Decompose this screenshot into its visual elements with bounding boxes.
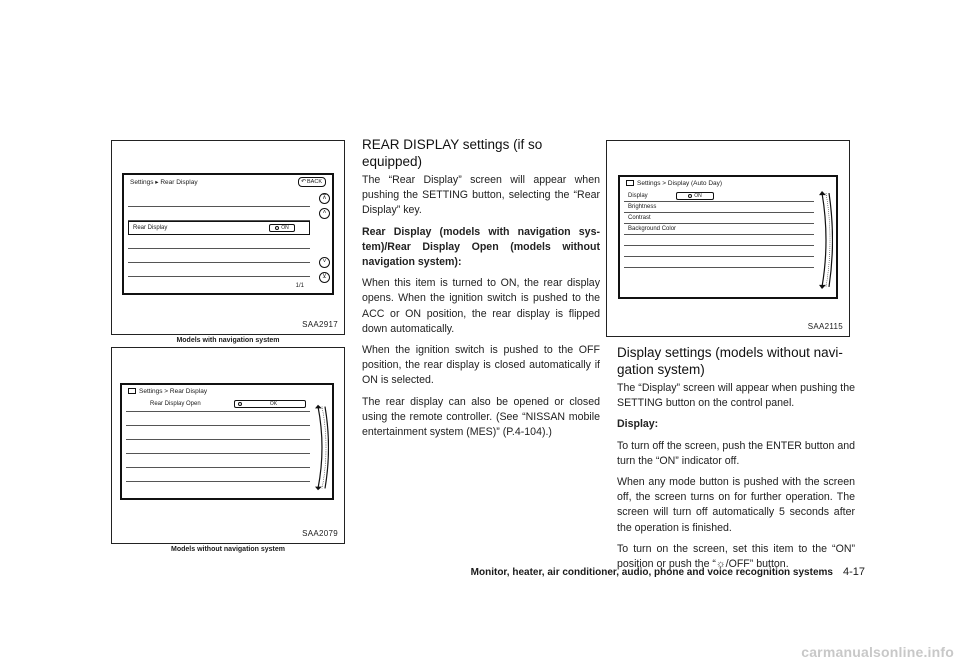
watermark: carmanualsonline.info	[801, 644, 954, 660]
menu-row-label: Rear Display Open	[150, 401, 201, 407]
figure-rear-display-nav	[111, 140, 345, 335]
scroll-down-icon: ˅	[319, 257, 330, 268]
menu-row-rear-display-open	[126, 398, 310, 412]
indicator-dot-icon	[238, 402, 242, 406]
menu-row-rear-display	[128, 221, 310, 235]
section-rear-display	[362, 136, 600, 446]
menu-row-label: Rear Display	[133, 225, 168, 231]
paragraph: The “Display” screen will appear when pushing the SETTING button on the control panel.	[617, 382, 855, 410]
menu-row	[128, 193, 310, 207]
back-arrow-icon: ↶	[300, 179, 307, 185]
paragraph: When any mode button is pushed with the screen off, the screen turns on for further operation. The screen will turn off automatically 5 seconds after the operation is finished.	[617, 476, 855, 534]
page-indicator: 1/1	[295, 283, 304, 289]
menu-row-label: Brightness	[628, 204, 657, 210]
screen-title-text: Settings > Rear Display	[139, 388, 208, 395]
figure-caption: Models with navigation system	[176, 337, 280, 344]
figure-caption: Models without navigation system	[171, 546, 285, 553]
scroll-top-icon: ⊼	[319, 193, 330, 204]
menu-row-label: Background Color	[628, 226, 677, 232]
scroll-scale-icon	[819, 189, 833, 291]
menu-row-brightness	[624, 202, 814, 213]
menu-row	[128, 263, 310, 277]
menu-row-display	[624, 191, 814, 202]
screen-title-text: Settings > Display (Auto Day)	[637, 180, 723, 187]
on-indicator	[676, 192, 714, 200]
paragraph: The rear display can also be opened or closed using the remote controller. (See “NISSAN mobile entertainment system (MES)” (P.4-104).)	[362, 395, 600, 439]
paragraph: When this item is turned to ON, the rear display opens. When the ignition switch is pushed to the ACC or ON position, the rear display is flipped down automatically.	[362, 277, 600, 335]
screen-mockup	[120, 383, 334, 500]
menu-rows	[128, 193, 310, 277]
menu-row	[128, 207, 310, 221]
paragraph-text: OFF” button.	[728, 558, 789, 571]
menu-row	[624, 246, 814, 257]
settings-icon	[626, 180, 634, 186]
figure-code: SAA2115	[807, 322, 843, 331]
on-indicator	[269, 224, 295, 232]
section-display-settings	[617, 344, 855, 578]
menu-rows	[126, 398, 310, 482]
menu-row-contrast	[624, 213, 814, 224]
menu-row	[128, 249, 310, 263]
menu-row	[126, 454, 310, 468]
indicator-dot-icon	[275, 226, 279, 230]
screen-title	[128, 388, 207, 395]
ok-indicator	[234, 400, 306, 408]
section-title: REAR DISPLAY settings (if so equipped)	[362, 137, 543, 169]
paragraph-text: To turn on the screen, set this item to the “ON” position or push the “	[617, 542, 855, 571]
indicator-label: OK	[269, 401, 278, 407]
subheading: Display:	[617, 418, 659, 431]
brightness-off-icon: ☼/	[715, 558, 729, 571]
scroll-up-icon: ˄	[319, 208, 330, 219]
menu-row	[624, 257, 814, 268]
menu-row	[126, 426, 310, 440]
screen-mockup	[122, 173, 334, 295]
menu-row	[126, 440, 310, 454]
menu-row-label: Display	[628, 193, 648, 199]
scroll-scale-icon	[315, 403, 329, 492]
settings-icon	[128, 388, 136, 394]
paragraph: When the ignition switch is pushed to the OFF position, the rear display is closed automatically if ON is selected.	[362, 344, 600, 387]
menu-rows	[624, 191, 814, 268]
screen-mockup	[618, 175, 838, 299]
paragraph: To turn off the screen, push the ENTER button and turn the “ON” indicator off.	[617, 439, 855, 467]
menu-row	[126, 412, 310, 426]
menu-row-label: Contrast	[628, 215, 651, 221]
back-button	[298, 177, 326, 187]
figure-code: SAA2917	[302, 320, 338, 329]
menu-row	[126, 468, 310, 482]
page-footer	[471, 566, 865, 578]
indicator-label: ON	[694, 193, 702, 199]
back-label: BACK	[307, 179, 322, 185]
screen-title: Settings ▸ Rear Display	[130, 179, 198, 186]
menu-row	[624, 235, 814, 246]
screen-title	[626, 180, 722, 187]
page-number: 4-17	[842, 566, 865, 578]
menu-row-background-color	[624, 224, 814, 235]
figure-code: SAA2079	[302, 529, 338, 538]
menu-row	[128, 235, 310, 249]
figure-rear-display-nonav	[111, 347, 345, 544]
subheading: Rear Display (models with navigation sys-tem)/Rear Display Open (models without navigation system):	[362, 225, 600, 269]
figure-display-settings	[606, 140, 850, 337]
scroll-bottom-icon: ⊻	[319, 272, 330, 283]
indicator-dot-icon	[688, 194, 692, 198]
indicator-label: ON	[281, 225, 289, 231]
paragraph: The “Rear Display” screen will appear when pushing the SETTING button, selecting the “Rear Display” key.	[362, 174, 600, 217]
section-title: Display settings (models without navi-gation system)	[617, 345, 843, 377]
chapter-title: Monitor, heater, air conditioner, audio, phone and voice recognition systems	[470, 567, 833, 578]
